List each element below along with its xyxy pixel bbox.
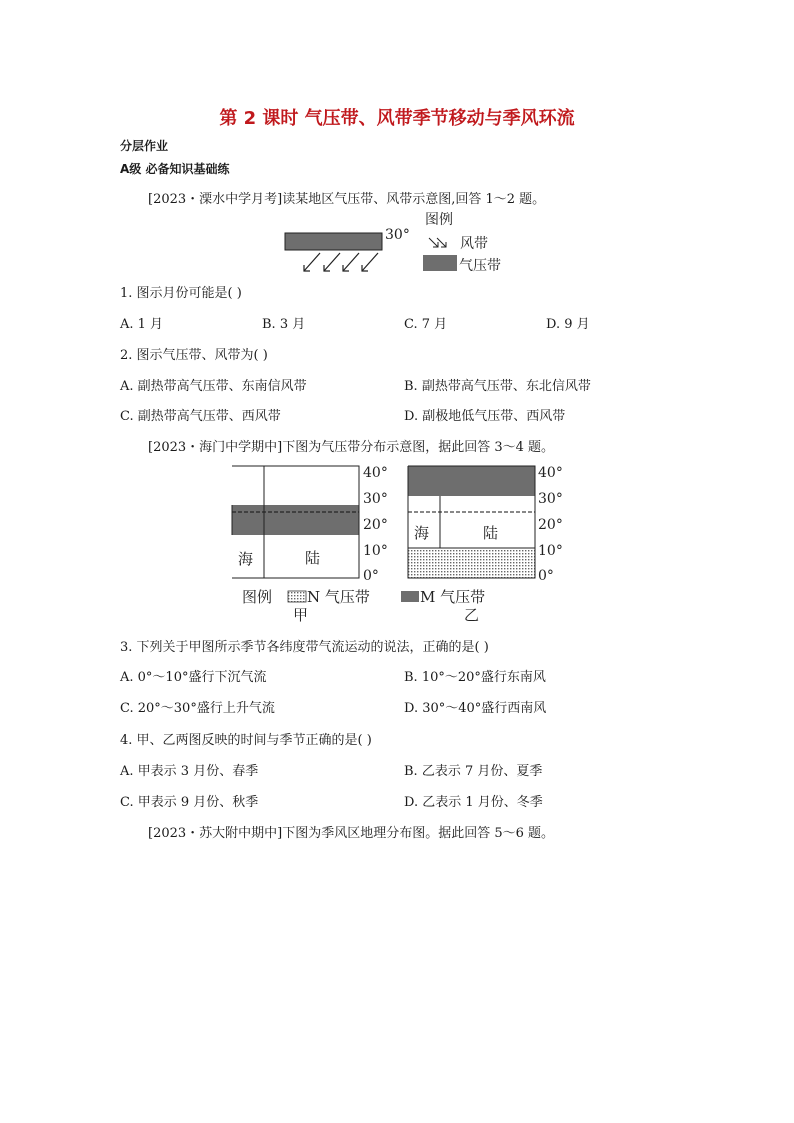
jia-lat-10: 10° (363, 543, 388, 559)
q4-option-d: D. 乙表示 1 月份、冬季 (404, 795, 543, 810)
legend-pressure-label: 气压带 (459, 258, 501, 274)
section-heading: 分层作业 (120, 139, 169, 153)
q4-option-c: C. 甲表示 9 月份、秋季 (120, 795, 259, 810)
yi-n-belt (408, 548, 535, 578)
level-heading: A级 必备知识基础练 (120, 162, 230, 176)
legend-pressure-swatch (423, 255, 457, 271)
jia-lat-30: 30° (363, 491, 388, 507)
q3-option-a: A. 0°～10°盛行下沉气流 (120, 670, 267, 685)
q3-option-c: C. 20°～30°盛行上升气流 (120, 701, 275, 716)
jia-land-label: 陆 (305, 549, 321, 567)
yi-lat-10: 10° (538, 543, 563, 559)
yi-caption: 乙 (464, 606, 480, 624)
fig2-legend-title: 图例 (242, 588, 273, 606)
intro-q3-4: [2023・海门中学期中]下图为气压带分布示意图，据此回答 3～4 题。 (148, 440, 555, 455)
jia-sea-label: 海 (238, 550, 254, 568)
yi-m-belt (408, 466, 535, 496)
q2-option-a: A. 副热带高气压带、东南信风带 (120, 379, 307, 394)
q3-option-d: D. 30°～40°盛行西南风 (404, 701, 547, 716)
jia-lat-20: 20° (363, 517, 388, 533)
q2-option-d: D. 副极地低气压带、西风带 (404, 409, 566, 424)
jia-m-belt (232, 505, 359, 535)
q2-option-c: C. 副热带高气压带、西风带 (120, 409, 281, 424)
legend-wind-label: 风带 (460, 236, 488, 252)
q4-option-a: A. 甲表示 3 月份、春季 (120, 764, 259, 779)
jia-lat-0: 0° (363, 568, 379, 584)
legend-m-swatch (401, 591, 419, 602)
figure-pressure-distribution (228, 460, 588, 622)
question-2-stem: 2. 图示气压带、风带为( ) (120, 348, 268, 363)
jia-lat-40: 40° (363, 465, 388, 481)
lat-30-label: 30° (385, 227, 410, 243)
wind-arrows (304, 253, 378, 271)
jia-caption: 甲 (293, 606, 309, 624)
q1-option-a: A. 1 月 (120, 317, 164, 332)
q3-option-b: B. 10°～20°盛行东南风 (404, 670, 546, 685)
q4-option-b: B. 乙表示 7 月份、夏季 (404, 764, 543, 779)
pressure-belt-bar (285, 233, 382, 250)
legend-n-swatch (288, 591, 306, 602)
yi-sea-label: 海 (414, 524, 430, 542)
legend-wind-icon (429, 238, 446, 247)
question-3-stem: 3. 下列关于甲图所示季节各纬度带气流运动的说法，正确的是( ) (120, 640, 489, 655)
legend-title: 图例 (425, 212, 453, 228)
question-1-stem: 1. 图示月份可能是( ) (120, 286, 242, 301)
q1-option-d: D. 9 月 (546, 317, 590, 332)
intro-q1-2: [2023・溧水中学月考]读某地区气压带、风带示意图,回答 1～2 题。 (148, 192, 546, 207)
q2-option-b: B. 副热带高气压带、东北信风带 (404, 379, 591, 394)
yi-lat-30: 30° (538, 491, 563, 507)
q1-option-b: B. 3 月 (262, 317, 306, 332)
yi-lat-40: 40° (538, 465, 563, 481)
page-title: 第 2 课时 气压带、风带季节移动与季风环流 (219, 108, 575, 129)
yi-lat-20: 20° (538, 517, 563, 533)
intro-q5-6: [2023・苏大附中期中]下图为季风区地理分布图。据此回答 5～6 题。 (148, 826, 555, 841)
yi-land-label: 陆 (483, 524, 499, 542)
yi-lat-0: 0° (538, 568, 554, 584)
legend-n-label: N 气压带 (307, 588, 370, 606)
q1-option-c: C. 7 月 (404, 317, 448, 332)
question-4-stem: 4. 甲、乙两图反映的时间与季节正确的是( ) (120, 733, 372, 748)
legend-m-label: M 气压带 (420, 588, 486, 606)
figure-pressure-wind-belt (280, 205, 530, 280)
